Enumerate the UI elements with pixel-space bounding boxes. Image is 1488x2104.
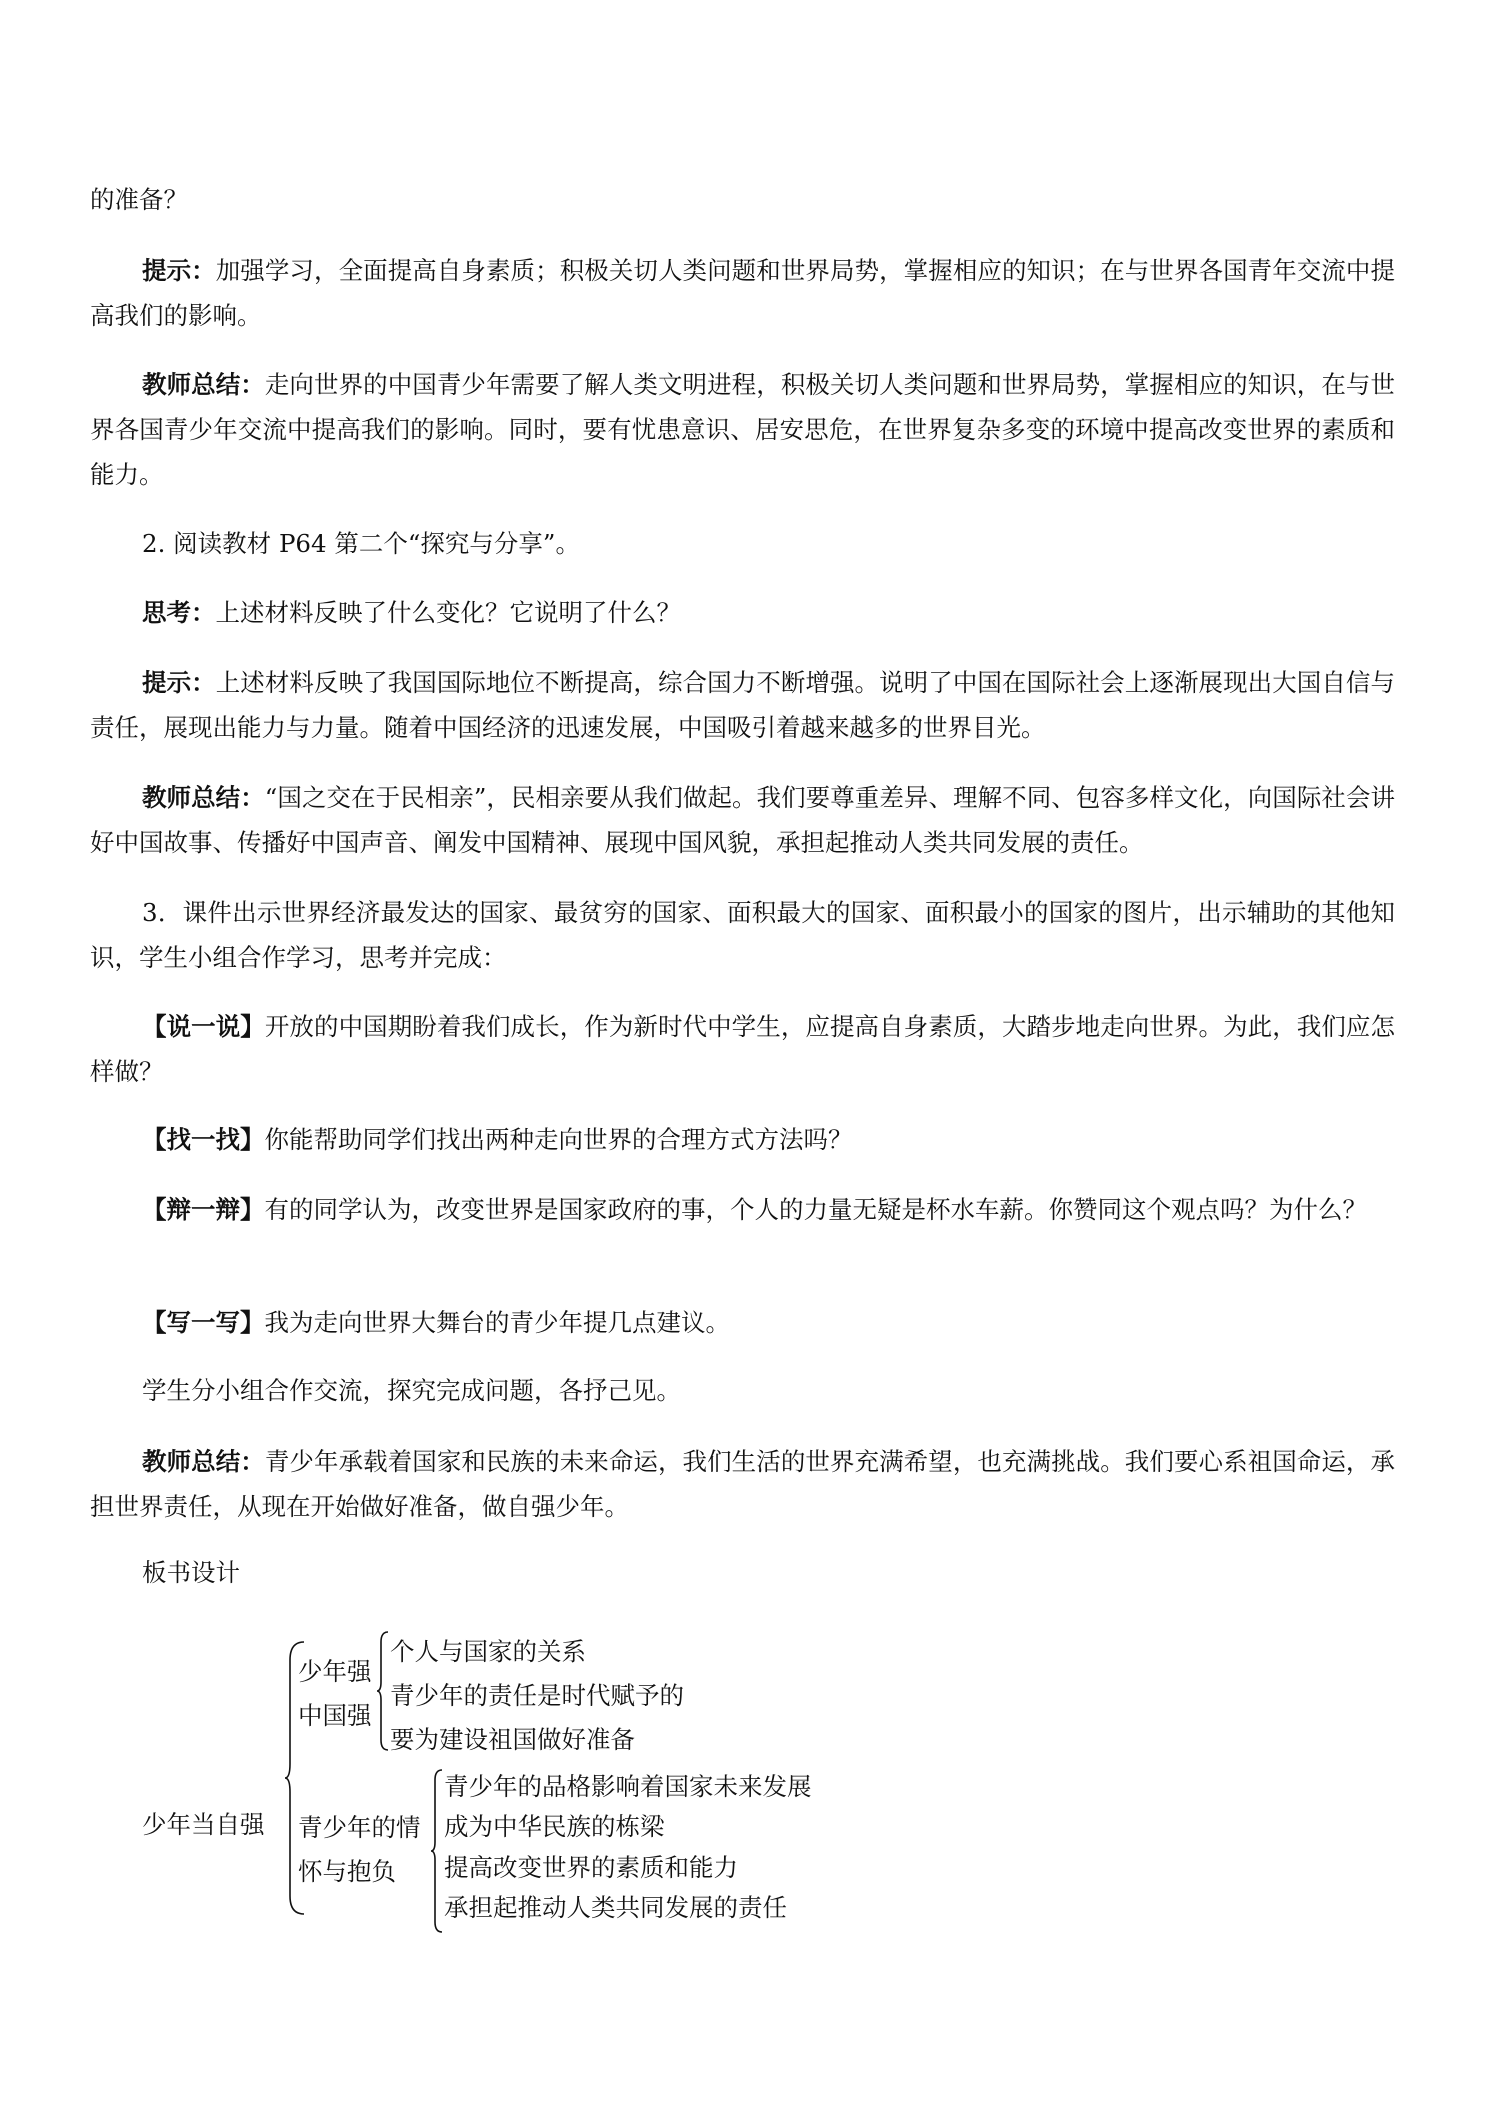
paragraph-6	[90, 775, 1395, 865]
branch1-brace	[376, 1630, 390, 1752]
board-root: 少年当自强	[142, 1810, 265, 1839]
paragraph-3	[90, 521, 1395, 566]
paragraph-13-text: 青少年承载着国家和民族的未来命运，我们生活的世界充满希望，也充满挑战。我们要心系祖国命运，承担世界责任，从现在开始做好准备，做自强少年。	[90, 1447, 1396, 1521]
teacher-summary-label: 教师总结：	[142, 370, 265, 399]
board-design-heading	[90, 1550, 1395, 1595]
branch2-item-0: 青少年的品格影响着国家未来发展	[444, 1772, 812, 1801]
paragraph-0	[90, 177, 1395, 222]
paragraph-7	[90, 890, 1395, 980]
teacher-summary-label: 教师总结：	[142, 1447, 265, 1476]
branch1-item-0: 个人与国家的关系	[390, 1637, 586, 1666]
branch2-item-1: 成为中华民族的栋梁	[444, 1812, 665, 1841]
branch1-item-1: 青少年的责任是时代赋予的	[390, 1681, 684, 1710]
paragraph-4	[90, 590, 1395, 635]
find-label: 【找一找】	[142, 1125, 265, 1154]
branch2-line2: 怀与抱负	[298, 1857, 396, 1886]
branch1-line1: 少年强	[298, 1657, 372, 1686]
debate-label: 【辩一辩】	[142, 1195, 265, 1224]
branch1-item-2: 要为建设祖国做好准备	[390, 1725, 635, 1754]
paragraph-4-text: 上述材料反映了什么变化？它说明了什么？	[215, 598, 681, 627]
paragraph-7-text: 3．课件出示世界经济最发达的国家、最贫穷的国家、面积最大的国家、面积最小的国家的图片，出示辅助的其他知识，学生小组合作学习，思考并完成：	[90, 898, 1395, 972]
paragraph-8-text: 开放的中国期盼着我们成长，作为新时代中学生，应提高自身素质，大踏步地走向世界。为此，我们应怎样做？	[90, 1012, 1396, 1086]
hint-label: 提示：	[142, 668, 216, 697]
paragraph-1-text: 加强学习，全面提高自身素质；积极关切人类问题和世界局势，掌握相应的知识；在与世界各国青年交流中提高我们的影响。	[90, 256, 1396, 330]
branch2-line1: 青少年的情	[298, 1813, 421, 1842]
paragraph-10	[90, 1187, 1395, 1232]
say-label: 【说一说】	[142, 1012, 265, 1041]
branch2-brace	[430, 1768, 444, 1934]
paragraph-2-text: 走向世界的中国青少年需要了解人类文明进程，积极关切人类问题和世界局势，掌握相应的知识，在与世界各国青少年交流中提高我们的影响。同时，要有忧患意识、居安思危，在世界复杂多变的环境中提高改变世界的素质和能力。	[90, 370, 1396, 489]
paragraph-5-text: 上述材料反映了我国国际地位不断提高，综合国力不断增强。说明了中国在国际社会上逐渐展现出大国自信与责任，展现出能力与力量。随着中国经济的迅速发展，中国吸引着越来越多的世界目光。	[90, 668, 1396, 742]
teacher-summary-label: 教师总结：	[142, 783, 265, 812]
paragraph-13	[90, 1439, 1395, 1529]
paragraph-9-text: 你能帮助同学们找出两种走向世界的合理方式方法吗？	[264, 1125, 853, 1154]
think-label: 思考：	[142, 598, 216, 627]
paragraph-9	[90, 1117, 1395, 1162]
paragraph-12-text: 学生分小组合作交流，探究完成问题，各抒己见。	[142, 1376, 681, 1405]
paragraph-0-text: 的准备？	[90, 185, 188, 214]
paragraph-12	[90, 1368, 1395, 1413]
branch2-item-2: 提高改变世界的素质和能力	[444, 1853, 738, 1882]
board-design-heading-text: 板书设计	[142, 1558, 240, 1587]
paragraph-8	[90, 1004, 1395, 1094]
paragraph-1	[90, 248, 1395, 338]
paragraph-11	[90, 1300, 1395, 1345]
write-label: 【写一写】	[142, 1308, 265, 1337]
paragraph-10-text: 有的同学认为，改变世界是国家政府的事，个人的力量无疑是杯水车薪。你赞同这个观点吗？为什么？	[264, 1195, 1367, 1224]
paragraph-2	[90, 362, 1395, 497]
paragraph-5	[90, 660, 1395, 750]
branch1-line2: 中国强	[298, 1701, 372, 1730]
paragraph-6-text: “国之交在于民相亲”，民相亲要从我们做起。我们要尊重差异、理解不同、包容多样文化，向国际社会讲好中国故事、传播好中国声音、阐发中国精神、展现中国风貌，承担起推动人类共同发展的责任。	[90, 783, 1396, 857]
paragraph-11-text: 我为走向世界大舞台的青少年提几点建议。	[264, 1308, 730, 1337]
paragraph-3-text: 2. 阅读教材 P64 第二个“探究与分享”。	[142, 529, 580, 558]
branch2-item-3: 承担起推动人类共同发展的责任	[444, 1893, 787, 1922]
hint-label: 提示：	[142, 256, 216, 285]
